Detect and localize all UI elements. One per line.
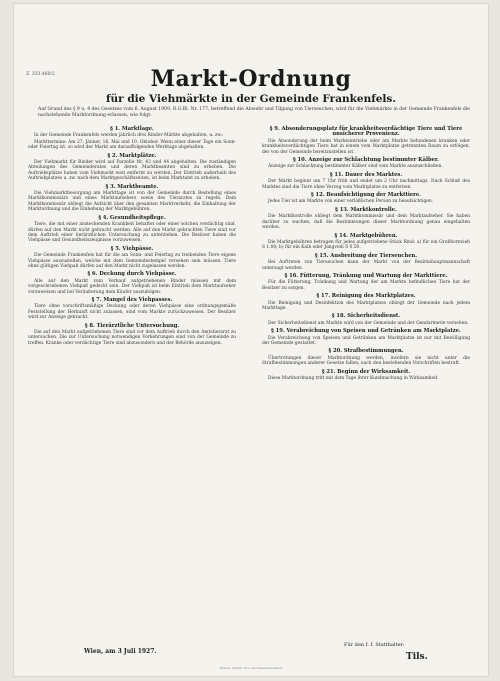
section-text: Der Markt beginnt um 7 Uhr früh und endet um 2 Uhr nachmittags. Nach Schluß des Marktes sind die Tiere ohne Verzug vom Marktplatze zu entfernen. <box>262 179 470 190</box>
section-text: Die Viehmarktbesorgung am Markttage ist von der Gemeinde durch Bestellung eines Marktkommissärs und eines Marktaufsehers sowie des Tierarztes zu regeln. Dem Marktkommissär obliegt die Aufsicht über den gesamten Marktverkehr, die Einhaltung der Marktordnung und die Einhebung der Marktgebühren. <box>28 191 236 213</box>
section-title: § 9. Absonderungsplatz für krankheitsverdächtige Tiere und Tiere unsicherer Provenienz. <box>269 126 463 138</box>
section-text: Übertretungen dieser Marktordnung werden, insofern sie nicht unter die Strafbestimmungen anderer Gesetze fallen, nach den bestehenden Vorschriften bestraft. <box>262 355 470 367</box>
section-text: Die Reinigung und Desinfektion des Marktplatzes obliegt der Gemeinde nach jedem Markttage. <box>262 300 470 311</box>
section-text: Die auf den Markt aufgetriebenen Tiere sind vor dem Auftrieb durch den Amtstierarzt zu untersuchen. Die zur Untersuchung notwendigen Vorkehrungen sind von der Gemeinde zu treffen. Kranke oder verdächtige Tiere sind abzusondern und der Behörde anzuzeigen. <box>28 330 236 346</box>
section-title: § 8. Tierärztliche Untersuchung. <box>84 322 180 329</box>
section-title: § 15. Ausbreitung der Tierseuchen. <box>314 252 418 259</box>
section-text: Die Absonderung der beim Markteintriebe oder am Markte befundenen kranken oder krankheitsverdächtigen Tiere hat in einem vom Marktplatze getrennten Raum zu erfolgen, der von der Gemeinde bereitzustellen ist. <box>262 138 470 155</box>
section-text: Die Gemeinde Frankenfels hat für die am Sonn- und Feiertag zu treibenden Tiere eigene Viehpässe auszustellen, welche mit dem Gemeindestempel versehen sein müssen. Tiere ohne gültigen Viehpaß dürfen auf den Markt nicht zugelassen werden. <box>28 253 236 269</box>
section-title: § 14. Marktgebühren. <box>334 232 398 239</box>
signatory-name: Tils. <box>406 652 428 662</box>
section-title: § 18. Sicherheitsdienst. <box>331 313 401 320</box>
section-text: Für die Fütterung, Tränkung und Wartung der am Markte befindlichen Tiere hat der Besitzer zu sorgen. <box>262 280 470 291</box>
printer-footer: Kaiserl. Königl. Hof- und Staatsdruckerei <box>219 666 283 670</box>
section-title: § 3. Marktbeamte. <box>105 183 159 190</box>
section-text: Jedes Tier ist am Markte von einer verläßlichen Person zu beaufsichtigen. <box>268 199 434 205</box>
section-title: § 1. Marktlage. <box>110 126 154 132</box>
section-title: § 4. Gesundheitspflege. <box>98 214 166 221</box>
section-title: § 16. Fütterung, Tränkung und Wartung der Markttiere. <box>284 272 448 279</box>
place-date-signature: Wien, am 3 Juli 1927. <box>84 648 157 655</box>
section-title: § 5. Viehpässe. <box>110 245 154 252</box>
document-subtitle: für die Viehmärkte in der Gemeinde Frankenfels. <box>106 93 396 105</box>
section-text: Anzeige zur Schlachtung bestimmter Kälber sind vom Markte auszuschließen. <box>268 164 443 170</box>
left-column <box>28 124 236 347</box>
section-title: § 2. Marktplätze. <box>107 152 157 159</box>
market-order-sheet <box>14 4 488 676</box>
section-title: § 10. Anzeige zur Schlachtung bestimmter Kälber. <box>293 157 439 164</box>
section-text: Die Marktkontrolle obliegt dem Marktkommissär und dem Marktaufseher. Sie haben darüber zu wachen, daß die Bestimmungen dieser Marktordnung genau eingehalten werden. <box>262 214 470 231</box>
section-text: Diese Marktordnung tritt mit dem Tage ihrer Kundmachung in Wirksamkeit. <box>268 376 439 382</box>
section-title: § 11. Dauer des Marktes. <box>329 171 403 178</box>
section-text: Die Marktgebühren betragen für jedes aufgetriebene Stück Rind: a) für ein Großhornvieh S 1.00; b) für ein Kalb oder Jungvieh S 0.50. <box>262 239 470 251</box>
section-text: Der Sicherheitsdienst am Markte wird von der Gemeinde und der Gendarmerie versehen. <box>268 320 469 326</box>
section-text: Markttermine: Am 27. Jänner, 16. Mai und 10. Oktober. Wenn einer dieser Tage ein Sonn- oder Feiertag ist, so wird der Markt am darauffolgenden Werktage abgehalten. <box>28 139 236 151</box>
section-text: Bei Auftreten von Tierseuchen kann der Markt von der Bezirkshauptmannschaft untersagt werden. <box>262 260 470 271</box>
section-title: § 20. Strafbestimmungen. <box>328 348 404 355</box>
section-title: § 12. Beaufsichtigung der Markttiere. <box>311 192 421 199</box>
reference-number: Z. 333.460/2 <box>26 72 55 77</box>
section-text: Der Viehmarkt für Rinder wird auf Parzelle Nr. 43 und 44 abgehalten. Die zuständigen Abteilungen des Gemeinderates und deren Marktbeamten sind zu erheben. Die Auftriebsplätze haben vom Viehmarkt weit entfernt zu werden. Der Eintrieb außerhalb des Auftriebplatzes u. zw. nach dem Marktgeschäftszeiten, ist beim Marktamt zu erheben. <box>28 160 236 182</box>
section-text: Alle auf den Markt zum Verkauf aufgetriebenen Rinder müssen mit dem vorgeschriebenen Viehpaß gedeckt sein. Der Viehpaß ist beim Eintrieb dem Marktaufseher vorzuweisen und bei Veräußerung dem Käufer auszufolgen. <box>28 278 236 295</box>
section-text: In der Gemeinde Frankenfels werden jährlich drei Rinder-Märkte abgehalten, u. zw.: <box>34 133 224 139</box>
section-title: § 6. Deckung durch Viehpässe. <box>87 271 177 278</box>
intro-paragraph: Auf Grund des § 9 u. 4 des Gesetzes vom 6. August 1909, R.G.Bl. Nr. 177, betreffend die Abwehr und Tilgung von Tierseuchen, wird für die Viehmärkte in der Gemeinde Frankenfels die nachstehende Marktordnung erlassen, wie folgt: <box>38 107 470 118</box>
section-text: Tiere ohne vorschriftsmäßige Deckung oder deren Viehpässe eine ordnungsgemäße Feststellung der Herkunft nicht zulassen, sind vom Markte zurückzuweisen. Der Besitzer wird zur Anzeige gebracht. <box>28 304 236 321</box>
section-title: § 21. Beginn der Wirksamkeit. <box>321 368 411 375</box>
signatory-label: Für den f. f. Statthalter: <box>344 642 405 648</box>
section-text: Die Verabreichung von Speisen und Getränken am Marktplatze ist nur mit Bewilligung der Gemeinde gestattet. <box>262 335 470 346</box>
section-title: § 17. Reinigung des Marktplatzes. <box>316 293 416 300</box>
right-column <box>262 124 470 382</box>
section-title: § 19. Verabreichung von Speisen und Getränken am Marktplatze. <box>271 328 461 335</box>
section-text: Tiere, die mit einer ansteckenden Krankheit behaftet oder einer solchen verdächtig sind, dürfen auf den Markt nicht gebracht werden. Alle auf den Markt gebrachten Tiere sind vor dem Auftrieb einer tierärztlichen Untersuchung zu unterziehen. Die Besitzer haben die Viehpässe und Gesundheitszeugnisse vorzuweisen. <box>28 222 236 244</box>
section-title: § 7. Mangel des Viehpasses. <box>91 296 173 303</box>
section-title: § 13. Marktkontrolle. <box>335 206 397 213</box>
document-title: Markt-Ordnung <box>150 66 352 92</box>
